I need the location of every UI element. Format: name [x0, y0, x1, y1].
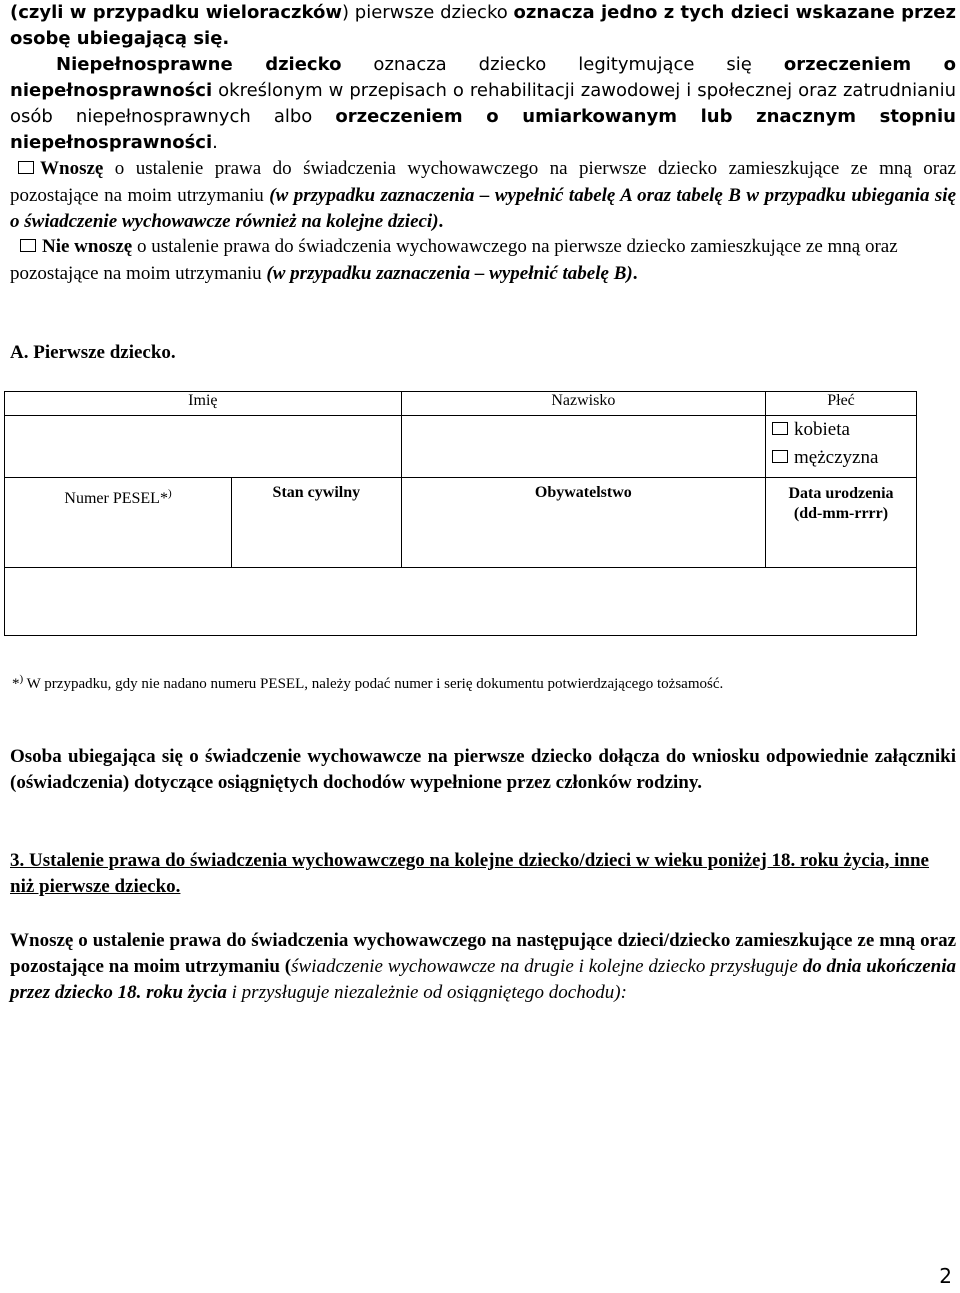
- first-child-table: [4, 391, 917, 636]
- text: oznacza jedno z tych dzieci wskazane przez osobę ubiegającą się.: [10, 2, 956, 49]
- text: do dnia ukończenia przez dziecko 18. roku życia: [10, 956, 956, 1003]
- text: orzeczeniem o umiarkowanym lub znacznym stopniu niepełnosprawności: [10, 106, 956, 153]
- sex-header: [766, 392, 917, 416]
- text: Wnoszę o ustalenie prawa do świadczenia wychowawczego na następujące dzieci/dziecko zamieszkujące ze mną oraz pozostające na moim utrzymaniu (: [10, 930, 956, 977]
- first-name-header: [5, 392, 402, 416]
- details-field[interactable]: [5, 568, 917, 636]
- page-number: 2: [939, 1264, 952, 1288]
- female-checkbox[interactable]: [772, 422, 788, 435]
- section-a-heading: A. Pierwsze dziecko.: [10, 342, 176, 363]
- text: Nie wnoszę: [42, 236, 133, 257]
- text: o ustalenie prawa do świadczenia wychowawczego na pierwsze dziecko zamieszkujące ze mną oraz pozostające na moim utrzymaniu: [10, 158, 956, 206]
- text: o ustalenie prawa do świadczenia wychowawczego na pierwsze dziecko zamieszkujące ze mną oraz pozostające na moim utrzymaniu: [10, 236, 898, 284]
- text: ): [167, 487, 172, 500]
- text: (w przypadku zaznaczenia – wypełnić tabelę B): [266, 262, 633, 284]
- sex-options: [766, 416, 917, 478]
- text: .: [438, 211, 444, 232]
- male-checkbox[interactable]: [772, 450, 788, 463]
- pesel-cell[interactable]: [5, 478, 232, 568]
- pesel-footnote: [10, 672, 956, 696]
- text: .: [212, 132, 218, 153]
- text: i przysługuje niezależnie od osiągniętego dochodu):: [226, 982, 627, 1003]
- text: Obywatelstwo: [534, 484, 632, 501]
- citizenship-cell[interactable]: [401, 478, 765, 568]
- text: określonym w przepisach o rehabilitacji zawodowej i społecznej oraz zatrudnianiu osób niepełnosprawnych albo: [10, 80, 956, 127]
- definition-paragraph: [10, 0, 956, 156]
- attachments-paragraph: Osoba ubiegająca się o świadczenie wychowawcze na pierwsze dziecko dołącza do wniosku odpowiednie załączniki (oświadczenia) dotyczące osiągniętych dochodów wypełnione przez członków rodziny.: [10, 746, 956, 793]
- text: kobieta: [794, 419, 850, 440]
- text: oznacza dziecko legitymujące się: [341, 54, 784, 75]
- text: (dd-mm-rrrr): [793, 505, 889, 522]
- marital-status-cell[interactable]: [232, 478, 402, 568]
- text: Nazwisko: [551, 392, 616, 409]
- text: Płeć: [827, 392, 855, 409]
- text: mężczyzna: [794, 447, 879, 468]
- text: ): [19, 673, 24, 685]
- text: Numer PESEL*: [64, 490, 168, 507]
- text: orzeczeniem o niepełnosprawności: [10, 54, 956, 101]
- first-name-field[interactable]: [5, 416, 402, 478]
- text: (w przypadku zaznaczenia – wypełnić tabelę A oraz tabelę B w przypadku ubiegania się o świadczenie wychowawcze również na kolejne dzieci): [10, 184, 957, 232]
- text: (czyli w przypadku: [10, 2, 206, 23]
- not-apply-checkbox[interactable]: [20, 239, 36, 252]
- text: W przypadku, gdy nie nadano numeru PESEL, należy podać numer i serię dokumentu potwierdzającego tożsamość.: [23, 676, 724, 692]
- text: Niepełnosprawne dziecko: [56, 54, 342, 75]
- text: Data urodzenia: [788, 485, 894, 502]
- last-name-header: [401, 392, 765, 416]
- text: Stan cywilny: [272, 484, 361, 501]
- female-option[interactable]: [772, 416, 916, 444]
- text: wieloraczków: [205, 2, 342, 23]
- text: Imię: [188, 392, 218, 409]
- text: .: [632, 262, 638, 284]
- option-not-apply-paragraph: [10, 234, 956, 287]
- option-apply-paragraph: [10, 156, 956, 236]
- text: ) pierwsze dziecko: [341, 2, 514, 23]
- text: świadczenie wychowawcze na drugie i kolejne dziecko przysługuje: [291, 956, 803, 977]
- last-name-field[interactable]: [401, 416, 765, 478]
- section-3-paragraph: [10, 928, 956, 1006]
- male-option[interactable]: [772, 444, 916, 472]
- birth-date-cell[interactable]: [765, 478, 916, 568]
- text: Wnoszę: [40, 158, 104, 179]
- apply-checkbox[interactable]: [18, 161, 34, 174]
- section-3-heading: 3. Ustalenie prawa do świadczenia wychowawczego na kolejne dziecko/dzieci w wieku poniżej 18. roku życia, inne niż pierwsze dziecko.: [10, 850, 929, 897]
- text: *: [12, 676, 20, 692]
